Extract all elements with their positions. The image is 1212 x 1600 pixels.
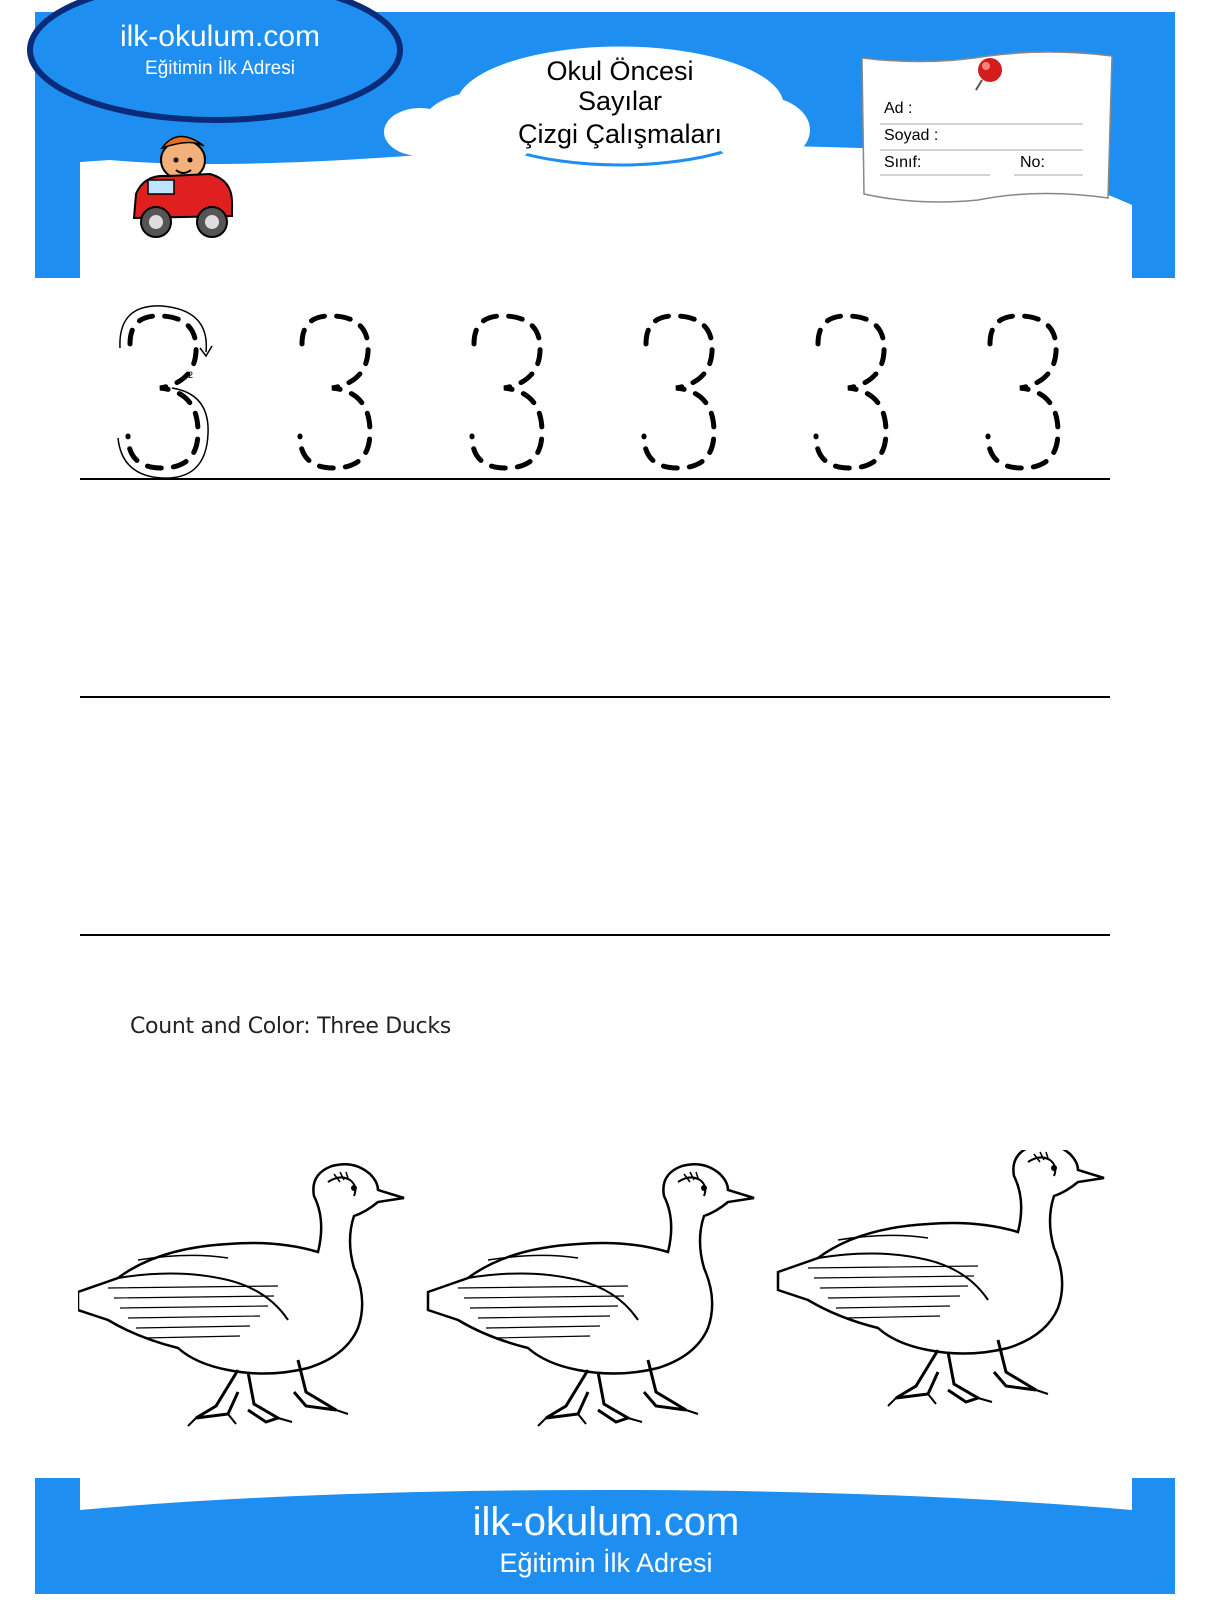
title-line-2: Sayılar [577,86,663,116]
number-field-label: No: [1020,154,1045,171]
tracing-digit-5[interactable] [816,316,886,468]
site-slogan: Eğitimin İlk Adresi [145,58,295,79]
ducks-illustration [78,1150,1128,1440]
tracing-digit-3[interactable] [472,316,542,468]
red-pushpin-icon [968,54,1008,94]
tracing-digit-2[interactable] [300,316,370,468]
duck-icon[interactable] [778,1150,1104,1406]
tracing-digit-6[interactable] [988,316,1058,468]
footer-slogan: Eğitimin İlk Adresi [499,1548,713,1578]
car-cartoon-icon [128,128,238,248]
ducks-row [78,1150,1128,1440]
duck-icon[interactable] [428,1164,754,1426]
stroke-order-hint: 2 [188,370,194,380]
footer-site-title[interactable]: ilk-okulum.com [472,1500,740,1544]
surname-field-label: Soyad : [884,127,939,144]
tracing-digits [80,290,1110,480]
class-field-label: Sınıf: [884,154,922,171]
writing-line-1[interactable] [80,478,1110,480]
title-line-1: Okul Öncesi [546,56,694,86]
writing-line-3[interactable] [80,934,1110,936]
name-field-label: Ad : [884,100,913,117]
worksheet-title [470,56,770,149]
name-card [858,48,1116,208]
site-title[interactable]: ilk-okulum.com [119,20,321,53]
duck-icon[interactable] [78,1164,404,1426]
writing-line-2[interactable] [80,696,1110,698]
task-label: Count and Color: Three Ducks [130,1014,451,1039]
tracing-row [80,290,1110,480]
title-line-3: Çizgi Çalışmaları [517,119,723,149]
tracing-digit-4[interactable] [644,316,714,468]
tracing-digit-1[interactable] [118,306,212,478]
